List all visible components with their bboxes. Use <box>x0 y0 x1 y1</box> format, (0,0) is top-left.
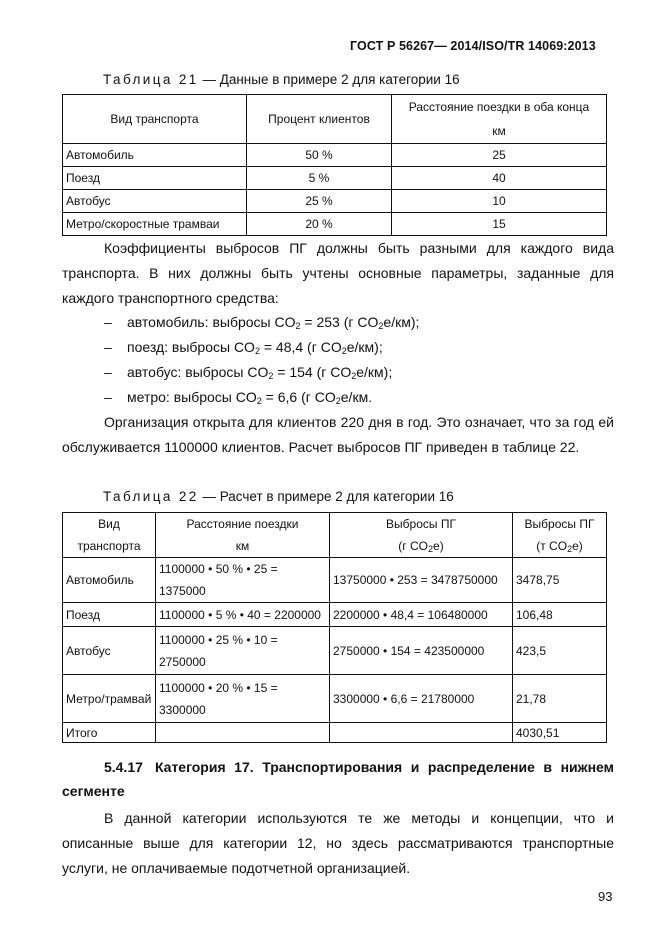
subscript: 2 <box>341 346 347 356</box>
table-row <box>63 167 607 190</box>
list-dash: – <box>104 339 112 355</box>
table22-cell: Автобус <box>63 627 156 675</box>
table22-cell: Автомобиль <box>63 558 156 603</box>
table21-cell: 40 <box>392 167 607 190</box>
header-line: Выбросы ПГ <box>386 517 456 531</box>
section-heading-line2: сегменте <box>62 783 125 799</box>
paragraph-organization: Организация открыта для клиентов 220 дня в год. Это означает, что за год ей обслуживается 1100000 клиентов. Расчет выбросов ПГ приведен в таблице 22. <box>62 414 614 455</box>
table21-header-distance <box>392 95 607 144</box>
table22-cell: 2200000 • 48,4 = 106480000 <box>330 603 513 627</box>
table-21 <box>62 94 607 236</box>
cell-line: 1100000 • 20 % • 15 = <box>159 680 278 695</box>
table22-cell: Метро/трамвай <box>63 675 156 723</box>
table-row <box>63 558 607 603</box>
section-title: Категория 17. Транспортирования и распределение в нижнем <box>154 759 614 775</box>
list-text-mid: = 154 (г CO <box>273 364 352 380</box>
list-dash: – <box>104 314 112 330</box>
table22-cell: 2750000 • 154 = 423500000 <box>330 627 513 675</box>
table-row-total <box>63 723 607 743</box>
subscript: 2 <box>295 321 301 331</box>
paragraph-category17: В данной категории используются те же методы и концепции, что и описанные выше для категории 12, но здесь рассматриваются транспортные услуги, не оплачиваемые подотчетной организацией. <box>62 810 614 876</box>
cell-line: 3300000 <box>159 702 206 717</box>
table22-cell: 13750000 • 253 = 3478750000 <box>330 558 513 603</box>
list-item-text <box>127 314 419 330</box>
subscript: 2 <box>268 371 274 381</box>
table-row <box>63 213 607 236</box>
subscript: 2 <box>254 346 260 356</box>
list-item-text <box>127 389 372 405</box>
list-text-post: е/км); <box>383 314 420 330</box>
cell-line: 1100000 • 50 % • 25 = <box>159 562 278 576</box>
table21-cell: Поезд <box>63 167 247 190</box>
table22-caption-text: — Расчет в примере 2 для категории 16 <box>198 489 454 504</box>
table22-header-distance <box>156 513 330 558</box>
header-line: (г CO <box>398 539 429 553</box>
document-header: ГОСТ Р 56267— 2014/ISO/TR 14069:2013 <box>350 39 596 53</box>
table21-cell: 10 <box>392 190 607 213</box>
table22-cell: 21,78 <box>513 675 607 723</box>
list-text-mid: = 6,6 (г CO <box>261 389 336 405</box>
table21-cell: 15 <box>392 213 607 236</box>
header-line: е) <box>572 539 583 553</box>
table22-header-transport <box>63 513 156 558</box>
table22-cell: Поезд <box>63 603 156 627</box>
table-row <box>63 144 607 167</box>
table21-header-distance-unit: км <box>492 124 506 138</box>
table22-cell-empty <box>330 723 513 743</box>
table22-caption-label: Таблица 22 <box>103 489 199 504</box>
section-number: 5.4.17 <box>104 759 143 775</box>
table21-header-percent: Процент клиентов <box>247 95 392 144</box>
list-item-text <box>127 339 383 355</box>
list-text-pre: автомобиль: выбросы CO <box>127 314 296 330</box>
table22-cell <box>156 558 330 603</box>
table22-cell <box>156 675 330 723</box>
subscript: 2 <box>256 396 262 406</box>
table-22 <box>62 512 607 743</box>
header-line: (т CO <box>536 539 568 553</box>
table21-cell: 50 % <box>247 144 392 167</box>
table21-cell: Автобус <box>63 190 247 213</box>
table21-cell: Метро/скоростные трамваи <box>63 213 247 236</box>
table22-header-emissions-g <box>330 513 513 558</box>
section-heading-line1 <box>104 759 614 775</box>
list-item-text <box>127 364 392 380</box>
table22-cell: 3300000 • 6,6 = 21780000 <box>330 675 513 723</box>
list-text-pre: метро: выбросы CO <box>127 389 257 405</box>
subscript: 2 <box>567 544 573 554</box>
cell-line: 2750000 <box>159 654 206 669</box>
table22-cell-empty <box>156 723 330 743</box>
subscript: 2 <box>428 544 434 554</box>
subscript: 2 <box>351 371 357 381</box>
table22-cell: 423,5 <box>513 627 607 675</box>
header-line: Расстояние поездки <box>186 517 299 531</box>
list-text-mid: = 48,4 (г CO <box>259 339 342 355</box>
list-dash: – <box>104 389 112 405</box>
list-dash: – <box>104 364 112 380</box>
table21-cell: 25 % <box>247 190 392 213</box>
table22-cell <box>156 627 330 675</box>
table21-caption-label: Таблица 21 <box>103 72 199 87</box>
table-row <box>63 603 607 627</box>
list-text-pre: автобус: выбросы CO <box>127 364 269 380</box>
table22-total-value: 4030,51 <box>513 723 607 743</box>
table21-caption-text: — Данные в примере 2 для категории 16 <box>198 72 460 87</box>
table-row <box>63 190 607 213</box>
table21-header-transport: Вид транспорта <box>63 95 247 144</box>
table22-caption <box>103 489 454 504</box>
cell-line: 1375000 <box>159 584 206 598</box>
header-line: транспорта <box>77 539 141 553</box>
table22-header-emissions-t <box>513 513 607 558</box>
list-text-mid: = 253 (г CO <box>300 314 379 330</box>
table21-cell: 20 % <box>247 213 392 236</box>
table-row <box>63 627 607 675</box>
table-row <box>63 675 607 723</box>
list-text-post: е/км); <box>356 364 393 380</box>
header-line: Вид <box>98 517 120 531</box>
paragraph-emission-factors: Коэффициенты выбросов ПГ должны быть разными для каждого вида транспорта. В них должны быть учтены основные параметры, заданные для каждого транспортного средства: <box>62 240 614 306</box>
table22-cell: 3478,75 <box>513 558 607 603</box>
list-text-post: е/км); <box>346 339 383 355</box>
page-number: 93 <box>598 889 613 904</box>
table22-total-label: Итого <box>63 723 156 743</box>
header-line: Выбросы ПГ <box>524 517 595 531</box>
header-line: е) <box>433 539 444 553</box>
table22-cell: 106,48 <box>513 603 607 627</box>
list-text-post: е/км. <box>340 389 373 405</box>
cell-line: 1100000 • 25 % • 10 = <box>159 632 278 647</box>
table21-cell: 5 % <box>247 167 392 190</box>
table21-caption <box>103 72 460 87</box>
subscript: 2 <box>335 396 341 406</box>
table21-cell: Автомобиль <box>63 144 247 167</box>
header-line: км <box>235 539 250 553</box>
subscript: 2 <box>378 321 384 331</box>
table21-header-distance-line1: Расстояние поездки в оба конца <box>408 100 590 114</box>
table21-cell: 25 <box>392 144 607 167</box>
table22-cell: 1100000 • 5 % • 40 = 2200000 <box>156 603 330 627</box>
list-text-pre: поезд: выбросы CO <box>127 339 255 355</box>
